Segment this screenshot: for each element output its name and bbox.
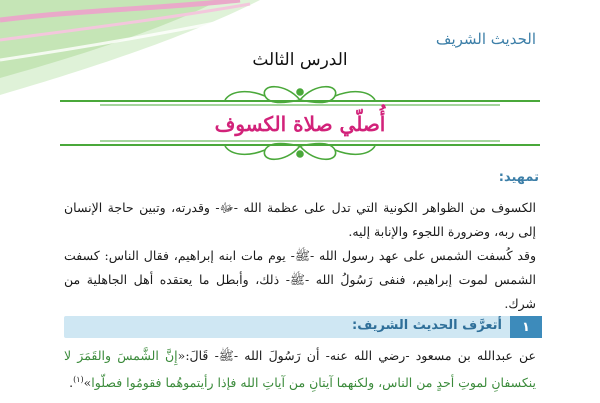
footnote-marker: (١) — [73, 375, 84, 384]
intro-heading: تمهيد: — [498, 170, 539, 185]
lesson-title: أُصلّي صلاة الكسوف — [214, 112, 386, 136]
section-title: الحديث الشريف — [435, 30, 536, 48]
intro-paragraph-2-text: وقد كُسفت الشمس على عهد رسول الله -ﷺ- يوم مات ابنه إبراهيم، فقال الناس: كسفت الشمس لموت إبراهيم، فنفى رَسُولُ الله -ﷺ- ذلك، وأبطل ما يعتقده أهل الجاهلية من شرك. — [64, 248, 536, 311]
ornament-bottom-divider — [60, 132, 540, 172]
ornament-top-divider — [60, 74, 540, 114]
section-heading-bar — [64, 316, 542, 338]
lesson-number: الدرس الثالث — [252, 50, 348, 70]
hadith-narration: عن عبدالله بن مسعود -رضي الله عنه- أن رَسُولَ الله -ﷺ- قَالَ:« — [177, 348, 537, 363]
section-number-badge: ١ — [510, 316, 542, 338]
hadith-closing-quote: » — [83, 375, 92, 391]
intro-paragraph-1-text: الكسوف من الظواهر الكونية التي تدل على عظمة الله -ﷻ- وقدرته، وتبين حاجة الإنسان إلى ربه، وضرورة اللجوء والإنابة إليه. — [64, 200, 536, 239]
section-heading-text: أتعرَّف الحديث الشريف: — [352, 318, 502, 333]
hadith-text: إِنَّ الشَّمسَ والقَمَرَ لا ينكسفانِ لموتِ أحدٍ من الناس، ولكنهما آيتانِ من آياتِ الله فإذا رأيتموهُما فقومُوا فصلّوا — [64, 348, 536, 391]
intro-paragraph-2 — [64, 244, 536, 316]
hadith-paragraph: عن عبدالله بن مسعود -رضي الله عنه- أن رَسُولَ الله -ﷺ- قَالَ:«إِنَّ الشَّمسَ والقَمَرَ لا ينكسفانِ لموتِ أحدٍ من الناس، ولكنهما آيتانِ من آياتِ الله فإذا رأيتموهُما فقومُوا فصلّوا»$^{(١)}$. — [64, 348, 537, 391]
intro-paragraph-1 — [64, 196, 536, 244]
